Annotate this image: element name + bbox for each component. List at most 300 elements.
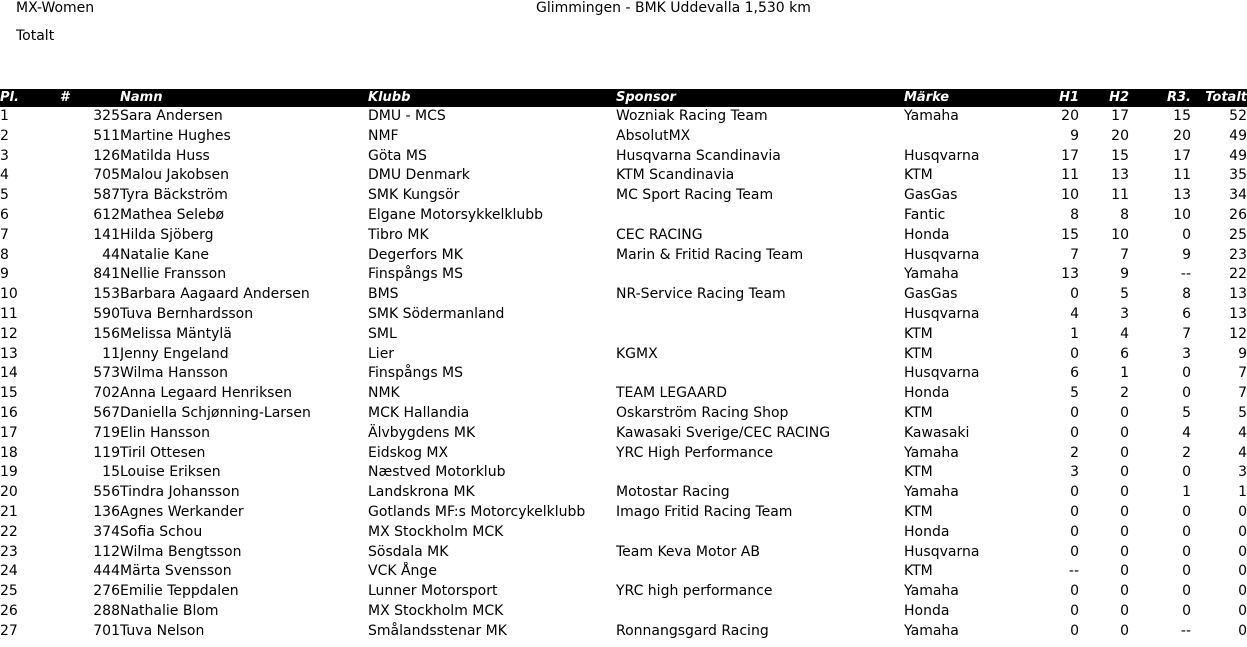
sponsor-cell: Imago Fritid Racing Team: [616, 503, 793, 520]
heat-2-points-cell: 0: [1120, 622, 1129, 639]
total-points-cell: 22: [1229, 266, 1247, 283]
total-points-cell: 23: [1229, 246, 1247, 263]
table-row: [0, 246, 1247, 266]
event-title: Glimmingen - BMK Uddevalla 1,530 km: [536, 0, 811, 16]
rider-name-cell: Daniella Schjønning-Larsen: [120, 404, 311, 421]
heat-1-points-cell: 20: [1061, 108, 1079, 124]
race-3-points-cell: 0: [1182, 503, 1191, 520]
column-header-number: #: [60, 90, 70, 105]
position-cell: 9: [0, 266, 9, 283]
race-3-points-cell: 0: [1182, 583, 1191, 600]
total-points-cell: 12: [1229, 325, 1247, 342]
heat-2-points-cell: 0: [1120, 484, 1129, 501]
position-cell: 7: [0, 226, 9, 243]
club-cell: Göta MS: [368, 147, 427, 164]
heat-1-points-cell: 2: [1070, 444, 1079, 461]
rider-name-cell: Anna Legaard Henriksen: [120, 385, 292, 402]
club-cell: Älvbygdens MK: [368, 424, 476, 441]
table-row: [0, 285, 1247, 305]
position-cell: 12: [0, 325, 18, 342]
start-number-cell: 702: [93, 385, 120, 402]
table-row: [0, 206, 1247, 226]
sponsor-cell: YRC High Performance: [616, 444, 774, 461]
heat-2-points-cell: 2: [1120, 385, 1129, 402]
table-row: [0, 424, 1247, 444]
heat-1-points-cell: 13: [1061, 266, 1079, 283]
total-points-cell: 0: [1238, 622, 1247, 639]
club-cell: Elgane Motorsykkelklubb: [368, 206, 544, 223]
heat-2-points-cell: 13: [1111, 167, 1129, 184]
sponsor-cell: Oskarström Racing Shop: [616, 404, 789, 421]
race-3-points-cell: 0: [1182, 543, 1191, 560]
heat-1-points-cell: 7: [1070, 246, 1079, 263]
results-table-header: [0, 89, 1247, 107]
heat-1-points-cell: 0: [1070, 424, 1079, 441]
total-points-cell: 4: [1238, 444, 1247, 461]
sponsor-cell: Team Keva Motor AB: [616, 543, 760, 560]
total-points-cell: 0: [1238, 503, 1247, 520]
club-cell: DMU - MCS: [368, 108, 446, 124]
club-cell: DMU Denmark: [368, 167, 470, 184]
total-points-cell: 1: [1238, 484, 1247, 501]
table-row: [0, 523, 1247, 543]
race-3-points-cell: 9: [1182, 246, 1191, 263]
results-table: [0, 89, 1247, 642]
start-number-cell: 719: [93, 424, 120, 441]
column-header-sponsor: Sponsor: [616, 90, 676, 105]
table-row: [0, 582, 1247, 602]
heat-1-points-cell: 6: [1070, 365, 1079, 382]
table-row: [0, 483, 1247, 503]
sponsor-cell: [616, 265, 904, 285]
brand-cell: Yamaha: [904, 266, 959, 283]
total-points-cell: 7: [1238, 365, 1247, 382]
sponsor-cell: NR-Service Racing Team: [616, 286, 786, 303]
sponsor-cell: KGMX: [616, 345, 658, 362]
table-row: [0, 325, 1247, 345]
heat-1-points-cell: 0: [1070, 484, 1079, 501]
heat-1-points-cell: 0: [1070, 345, 1079, 362]
race-3-points-cell: 0: [1182, 602, 1191, 619]
heat-2-points-cell: 20: [1111, 127, 1129, 144]
position-cell: 11: [0, 305, 18, 322]
start-number-cell: 153: [93, 286, 120, 303]
heat-2-points-cell: 0: [1120, 583, 1129, 600]
race-3-points-cell: 7: [1182, 325, 1191, 342]
sponsor-cell: [616, 463, 904, 483]
table-row: [0, 444, 1247, 464]
position-cell: 20: [0, 484, 18, 501]
total-points-cell: 0: [1238, 543, 1247, 560]
race-3-points-cell: 0: [1182, 464, 1191, 481]
position-cell: 5: [0, 187, 9, 204]
club-cell: SML: [368, 325, 397, 342]
heat-1-points-cell: 0: [1070, 583, 1079, 600]
brand-cell: Honda: [904, 226, 950, 243]
heat-1-points-cell: 0: [1070, 602, 1079, 619]
heat-2-points-cell: 0: [1120, 563, 1129, 580]
sponsor-cell: KTM Scandinavia: [616, 167, 735, 184]
table-row: [0, 364, 1247, 384]
club-cell: Degerfors MK: [368, 246, 463, 263]
rider-name-cell: Nellie Fransson: [120, 266, 227, 283]
heat-2-points-cell: 1: [1120, 365, 1129, 382]
start-number-cell: 325: [93, 108, 120, 124]
table-row: [0, 345, 1247, 365]
start-number-cell: 126: [93, 147, 120, 164]
rider-name-cell: Agnes Werkander: [120, 503, 244, 520]
brand-cell: Husqvarna: [904, 543, 980, 560]
position-cell: 19: [0, 464, 18, 481]
brand-cell: Yamaha: [904, 583, 959, 600]
heat-1-points-cell: 0: [1070, 503, 1079, 520]
position-cell: 18: [0, 444, 18, 461]
start-number-cell: 112: [93, 543, 120, 560]
table-row: [0, 503, 1247, 523]
total-points-cell: 4: [1238, 424, 1247, 441]
heat-2-points-cell: 0: [1120, 503, 1129, 520]
position-cell: 26: [0, 602, 18, 619]
brand-cell: GasGas: [904, 286, 958, 303]
race-3-points-cell: 3: [1182, 345, 1191, 362]
start-number-cell: 156: [93, 325, 120, 342]
club-cell: NMK: [368, 385, 400, 402]
total-points-cell: 49: [1229, 147, 1247, 164]
rider-name-cell: Natalie Kane: [120, 246, 209, 263]
brand-cell: Honda: [904, 523, 950, 540]
position-cell: 13: [0, 345, 18, 362]
sponsor-cell: Ronnangsgard Racing: [616, 622, 769, 639]
start-number-cell: 587: [93, 187, 120, 204]
sponsor-cell: MC Sport Racing Team: [616, 187, 774, 204]
brand-cell: Fantic: [904, 206, 946, 223]
race-3-points-cell: --: [1180, 266, 1191, 283]
rider-name-cell: Louise Eriksen: [120, 464, 221, 481]
total-points-cell: 0: [1238, 563, 1247, 580]
race-3-points-cell: 1: [1182, 484, 1191, 501]
heat-2-points-cell: 6: [1120, 345, 1129, 362]
table-row: [0, 463, 1247, 483]
rider-name-cell: Tuva Nelson: [120, 622, 205, 639]
start-number-cell: 511: [93, 127, 120, 144]
heat-1-points-cell: 0: [1070, 523, 1079, 540]
class-title: MX-Women: [16, 0, 95, 16]
race-3-points-cell: 0: [1182, 365, 1191, 382]
brand-cell: Husqvarna: [904, 305, 980, 322]
heat-2-points-cell: 8: [1120, 206, 1129, 223]
heat-1-points-cell: 8: [1070, 206, 1079, 223]
rider-name-cell: Barbara Aagaard Andersen: [120, 286, 310, 303]
heat-1-points-cell: 0: [1070, 404, 1079, 421]
club-cell: MX Stockholm MCK: [368, 523, 504, 540]
rider-name-cell: Martine Hughes: [120, 127, 231, 144]
column-header-position: Pl.: [0, 90, 19, 105]
rider-name-cell: Melissa Mäntylä: [120, 325, 232, 342]
brand-cell: KTM: [904, 464, 933, 481]
race-3-points-cell: 5: [1182, 404, 1191, 421]
rider-name-cell: Märta Svensson: [120, 563, 232, 580]
heat-1-points-cell: 3: [1070, 464, 1079, 481]
start-number-cell: 705: [93, 167, 120, 184]
club-cell: Finspångs MS: [368, 266, 464, 283]
table-row: [0, 147, 1247, 167]
heat-2-points-cell: 7: [1120, 246, 1129, 263]
club-cell: MX Stockholm MCK: [368, 602, 504, 619]
table-row: [0, 543, 1247, 563]
heat-2-points-cell: 17: [1111, 108, 1129, 124]
race-3-points-cell: 0: [1182, 563, 1191, 580]
race-3-points-cell: 8: [1182, 286, 1191, 303]
club-cell: Sösdala MK: [368, 543, 449, 560]
rider-name-cell: Sara Andersen: [120, 108, 223, 124]
results-subtitle: Totalt: [16, 28, 55, 44]
brand-cell: Yamaha: [904, 622, 959, 639]
table-row: [0, 384, 1247, 404]
rider-name-cell: Matilda Huss: [120, 147, 210, 164]
brand-cell: KTM: [904, 563, 933, 580]
position-cell: 24: [0, 563, 18, 580]
brand-cell: Husqvarna: [904, 365, 980, 382]
rider-name-cell: Hilda Sjöberg: [120, 226, 214, 243]
heat-2-points-cell: 0: [1120, 404, 1129, 421]
position-cell: 3: [0, 147, 9, 164]
heat-2-points-cell: 0: [1120, 424, 1129, 441]
heat-1-points-cell: 9: [1070, 127, 1079, 144]
club-cell: Gotlands MF:s Motorcykelklubb: [368, 503, 586, 520]
club-cell: NMF: [368, 127, 399, 144]
race-3-points-cell: 15: [1173, 108, 1191, 124]
brand-cell: KTM: [904, 404, 933, 421]
race-3-points-cell: 20: [1173, 127, 1191, 144]
total-points-cell: 34: [1229, 187, 1247, 204]
rider-name-cell: Tiril Ottesen: [120, 444, 206, 461]
heat-1-points-cell: 0: [1070, 286, 1079, 303]
column-header-heat-1: H1: [1059, 90, 1079, 105]
header-row: [0, 89, 1247, 107]
race-3-points-cell: 6: [1182, 305, 1191, 322]
rider-name-cell: Emilie Teppdalen: [120, 583, 239, 600]
sponsor-cell: [616, 523, 904, 543]
club-cell: SMK Södermanland: [368, 305, 505, 322]
table-row: [0, 602, 1247, 622]
heat-2-points-cell: 5: [1120, 286, 1129, 303]
sponsor-cell: [616, 325, 904, 345]
brand-cell: Yamaha: [904, 108, 959, 124]
club-cell: VCK Ånge: [368, 563, 437, 580]
table-row: [0, 404, 1247, 424]
race-3-points-cell: --: [1180, 622, 1191, 639]
race-3-points-cell: 10: [1173, 206, 1191, 223]
position-cell: 1: [0, 108, 9, 124]
brand-cell: KTM: [904, 167, 933, 184]
position-cell: 23: [0, 543, 18, 560]
heat-1-points-cell: 0: [1070, 622, 1079, 639]
race-3-points-cell: 0: [1182, 385, 1191, 402]
brand-cell: Husqvarna: [904, 147, 980, 164]
sponsor-cell: Kawasaki Sverige/CEC RACING: [616, 424, 831, 441]
position-cell: 22: [0, 523, 18, 540]
brand-cell: Husqvarna: [904, 246, 980, 263]
heat-1-points-cell: 17: [1061, 147, 1079, 164]
brand-cell: KTM: [904, 325, 933, 342]
sponsor-cell: [616, 206, 904, 226]
heat-2-points-cell: 15: [1111, 147, 1129, 164]
rider-name-cell: Tyra Bäckström: [120, 187, 228, 204]
club-cell: Tibro MK: [368, 226, 429, 243]
position-cell: 17: [0, 424, 18, 441]
table-row: [0, 622, 1247, 642]
brand-cell: [904, 127, 1012, 147]
start-number-cell: 141: [93, 226, 120, 243]
total-points-cell: 0: [1238, 602, 1247, 619]
club-cell: Finspångs MS: [368, 365, 464, 382]
column-header-race-3: R3.: [1167, 90, 1191, 105]
rider-name-cell: Sofia Schou: [120, 523, 203, 540]
results-table-body: [0, 107, 1247, 642]
heat-1-points-cell: 11: [1061, 167, 1079, 184]
total-points-cell: 7: [1238, 385, 1247, 402]
start-number-cell: 612: [93, 206, 120, 223]
race-3-points-cell: 2: [1182, 444, 1191, 461]
column-header-heat-2: H2: [1109, 90, 1129, 105]
position-cell: 15: [0, 385, 18, 402]
race-3-points-cell: 0: [1182, 523, 1191, 540]
heat-2-points-cell: 9: [1120, 266, 1129, 283]
start-number-cell: 444: [93, 563, 120, 580]
sponsor-cell: [616, 364, 904, 384]
table-row: [0, 562, 1247, 582]
race-3-points-cell: 13: [1173, 187, 1191, 204]
start-number-cell: 556: [93, 484, 120, 501]
position-cell: 10: [0, 286, 18, 303]
start-number-cell: 567: [93, 404, 120, 421]
sponsor-cell: Wozniak Racing Team: [616, 108, 768, 124]
position-cell: 25: [0, 583, 18, 600]
sponsor-cell: Husqvarna Scandinavia: [616, 147, 781, 164]
table-row: [0, 226, 1247, 246]
rider-name-cell: Mathea Selebø: [120, 206, 225, 223]
rider-name-cell: Elin Hansson: [120, 424, 210, 441]
start-number-cell: 590: [93, 305, 120, 322]
brand-cell: KTM: [904, 345, 933, 362]
rider-name-cell: Malou Jakobsen: [120, 167, 229, 184]
column-header-name: Namn: [120, 90, 163, 105]
rider-name-cell: Nathalie Blom: [120, 602, 219, 619]
club-cell: Næstved Motorklub: [368, 464, 506, 481]
sponsor-cell: Motostar Racing: [616, 484, 730, 501]
table-row: [0, 107, 1247, 127]
brand-cell: Honda: [904, 602, 950, 619]
start-number-cell: 374: [93, 523, 120, 540]
table-row: [0, 265, 1247, 285]
club-cell: BMS: [368, 286, 399, 303]
race-3-points-cell: 17: [1173, 147, 1191, 164]
position-cell: 21: [0, 503, 18, 520]
rider-name-cell: Tindra Johansson: [120, 484, 240, 501]
brand-cell: GasGas: [904, 187, 958, 204]
position-cell: 14: [0, 365, 18, 382]
start-number-cell: 119: [93, 444, 120, 461]
table-row: [0, 127, 1247, 147]
heat-1-points-cell: 15: [1061, 226, 1079, 243]
start-number-cell: 276: [93, 583, 120, 600]
column-header-total: Totalt: [1205, 90, 1247, 105]
heat-2-points-cell: 10: [1111, 226, 1129, 243]
total-points-cell: 5: [1238, 404, 1247, 421]
position-cell: 27: [0, 622, 18, 639]
club-cell: Lunner Motorsport: [368, 583, 498, 600]
heat-1-points-cell: 0: [1070, 543, 1079, 560]
club-cell: Landskrona MK: [368, 484, 475, 501]
club-cell: Lier: [368, 345, 395, 362]
position-cell: 2: [0, 127, 9, 144]
total-points-cell: 35: [1229, 167, 1247, 184]
total-points-cell: 0: [1238, 523, 1247, 540]
brand-cell: Kawasaki: [904, 424, 970, 441]
start-number-cell: 44: [102, 246, 120, 263]
start-number-cell: 701: [93, 622, 120, 639]
heat-1-points-cell: 5: [1070, 385, 1079, 402]
heat-1-points-cell: 4: [1070, 305, 1079, 322]
start-number-cell: 288: [93, 602, 120, 619]
position-cell: 6: [0, 206, 9, 223]
total-points-cell: 9: [1238, 345, 1247, 362]
start-number-cell: 573: [93, 365, 120, 382]
sponsor-cell: TEAM LEGAARD: [616, 385, 728, 402]
heat-2-points-cell: 4: [1120, 325, 1129, 342]
heat-2-points-cell: 0: [1120, 523, 1129, 540]
heat-1-points-cell: 10: [1061, 187, 1079, 204]
club-cell: Smålandsstenar MK: [368, 622, 507, 639]
start-number-cell: 11: [102, 345, 120, 362]
total-points-cell: 26: [1229, 206, 1247, 223]
total-points-cell: 13: [1229, 286, 1247, 303]
brand-cell: Yamaha: [904, 484, 959, 501]
start-number-cell: 841: [93, 266, 120, 283]
race-3-points-cell: 11: [1173, 167, 1191, 184]
heat-2-points-cell: 3: [1120, 305, 1129, 322]
heat-2-points-cell: 11: [1111, 187, 1129, 204]
sponsor-cell: [616, 562, 904, 582]
sponsor-cell: AbsolutMX: [616, 127, 691, 144]
rider-name-cell: Tuva Bernhardsson: [120, 305, 254, 322]
heat-1-points-cell: --: [1068, 563, 1079, 580]
total-points-cell: 0: [1238, 583, 1247, 600]
column-header-brand: Märke: [904, 90, 950, 105]
table-row: [0, 186, 1247, 206]
position-cell: 8: [0, 246, 9, 263]
heat-2-points-cell: 0: [1120, 602, 1129, 619]
start-number-cell: 15: [102, 464, 120, 481]
race-3-points-cell: 4: [1182, 424, 1191, 441]
sponsor-cell: YRC high performance: [616, 583, 773, 600]
club-cell: Eidskog MX: [368, 444, 449, 461]
start-number-cell: 136: [93, 503, 120, 520]
sponsor-cell: [616, 305, 904, 325]
brand-cell: Yamaha: [904, 444, 959, 461]
heat-1-points-cell: 1: [1070, 325, 1079, 342]
sponsor-cell: CEC RACING: [616, 226, 703, 243]
rider-name-cell: Jenny Engeland: [120, 345, 229, 362]
sponsor-cell: Marin & Fritid Racing Team: [616, 246, 804, 263]
position-cell: 16: [0, 404, 18, 421]
race-3-points-cell: 0: [1182, 226, 1191, 243]
brand-cell: KTM: [904, 503, 933, 520]
rider-name-cell: Wilma Hansson: [120, 365, 228, 382]
club-cell: SMK Kungsör: [368, 187, 460, 204]
total-points-cell: 52: [1229, 108, 1247, 124]
sponsor-cell: [616, 602, 904, 622]
